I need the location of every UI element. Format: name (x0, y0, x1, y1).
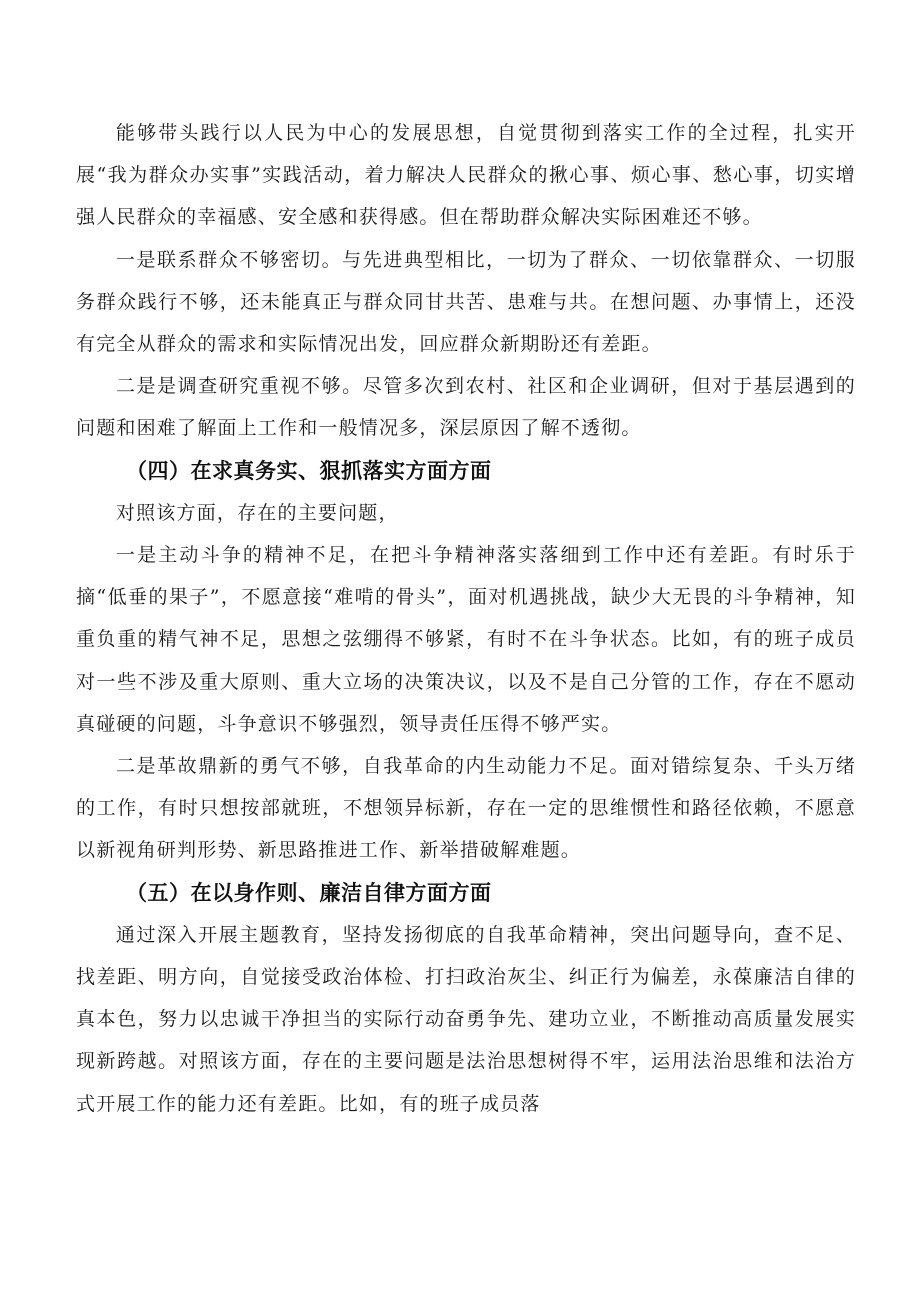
paragraph: 通过深入开展主题教育，坚持发扬彻底的自我革命精神，突出问题导向，查不足、找差距、明方向，自觉接受政治体检、打扫政治灰尘、纠正行为偏差，永葆廉洁自律的真本色，努力以忠诚干净担当的实际行动奋勇争先、建功立业，不断推动高质量发展实现新跨越。对照该方面，存在的主要问题是法治思想树得不牢，运用法治思维和法治方式开展工作的能力还有差距。比如，有的班子成员落 (76, 923, 856, 1115)
paragraph: 能够带头践行以人民为中心的发展思想，自觉贯彻到落实工作的全过程，扎实开展“我为群众办实事”实践活动，着力解决人民群众的揪心事、烦心事、愁心事，切实增强人民群众的幸福感、安全感和获得感。但在帮助群众解决实际困难还不够。 (76, 122, 856, 229)
paragraph: 一是联系群众不够密切。与先进典型相比，一切为了群众、一切依靠群众、一切服务群众践行不够，还未能真正与群众同甘共苦、患难与共。在想问题、办事情上，还没有完全从群众的需求和实际情况出发，回应群众新期盼还有差距。 (76, 248, 856, 356)
paragraph: 对照该方面，存在的主要问题， (115, 501, 399, 524)
section-heading-4: （四）在求真务实、狠抓落实方面方面 (126, 458, 492, 483)
paragraph: 二是革故鼎新的勇气不够，自我革命的内生动能力不足。面对错综复杂、千头万绪的工作，有时只想按部就班，不想领异标新，存在一定的思维惯性和路径依赖，不愿意以新视角研判形势、新思路推进工作、新举措破解难题。 (76, 755, 856, 862)
document-body (76, 112, 856, 1125)
section-heading-5: （五）在以身作则、廉洁自律方面方面 (126, 880, 492, 905)
paragraph: 一是主动斗争的精神不足，在把斗争精神落实落细到工作中还有差距。有时乐于摘“低垂的果子”，不愿意接“难啃的骨头”，面对机遇挑战，缺少大无畏的斗争精神，知重负重的精气神不足，思想之弦绷得不够紧，有时不在斗争状态。比如，有的班子成员对一些不涉及重大原则、重大立场的决策决议，以及不是自己分管的工作，存在不愿动真碰硬的问题，斗争意识不够强烈，领导责任压得不够严实。 (76, 544, 856, 735)
paragraph: 二是是调查研究重视不够。尽管多次到农村、社区和企业调研，但对于基层遇到的问题和困难了解面上工作和一般情况多，深层原因了解不透彻。 (76, 375, 856, 440)
